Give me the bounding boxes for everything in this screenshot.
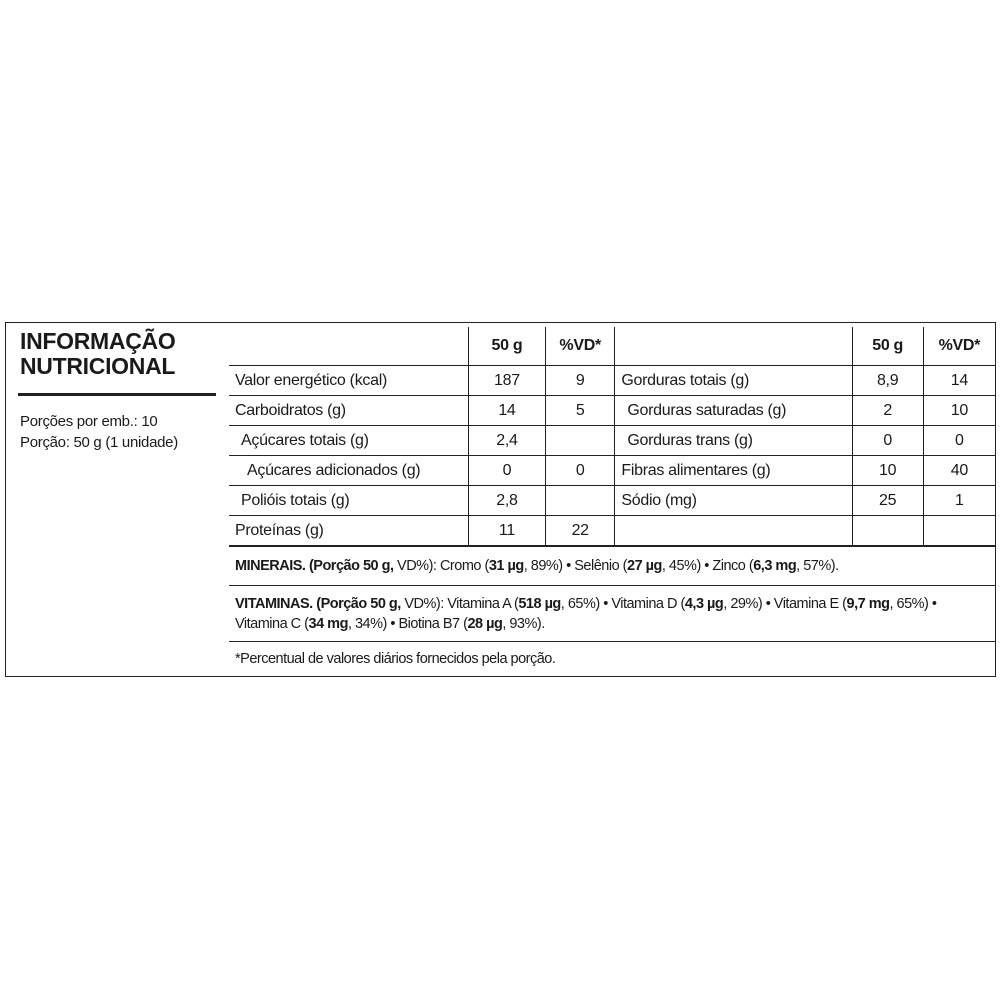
title-line-1: INFORMAÇÃO (20, 328, 176, 354)
table-row (229, 516, 995, 546)
nutrient-value: 2,4 (468, 426, 545, 456)
nutrient-name: Fibras alimentares (g) (615, 456, 852, 486)
nutrient-value: 10 (852, 456, 923, 486)
minerals-label: MINERAIS. (235, 558, 306, 574)
footnote: *Percentual de valores diários fornecidos pela porção. (235, 651, 556, 667)
header-blank-2 (615, 327, 852, 366)
nutrient-name: Carboidratos (g) (229, 396, 468, 426)
title-rule (18, 393, 216, 396)
vitamins-label: VITAMINAS. (235, 596, 313, 612)
header-vd-2: %VD* (923, 327, 995, 366)
vitamin-c-value: 34 mg (308, 616, 348, 632)
nutrient-name: Açúcares adicionados (g) (229, 456, 468, 486)
nutrient-name (615, 516, 852, 546)
nutrient-vd: 22 (545, 516, 614, 546)
nutrient-name: Gorduras trans (g) (615, 426, 852, 456)
nutrient-value: 8,9 (852, 366, 923, 396)
nutrient-name: Açúcares totais (g) (229, 426, 468, 456)
table-row (229, 366, 995, 396)
nutrient-vd: 0 (545, 456, 614, 486)
selenio-value: 27 µg (627, 558, 662, 574)
nutrient-name: Sódio (mg) (615, 486, 852, 516)
nutrient-vd: 0 (923, 426, 995, 456)
nutrient-value: 11 (468, 516, 545, 546)
nutrient-value: 0 (852, 426, 923, 456)
nutrient-vd: 14 (923, 366, 995, 396)
biotina-value: 28 µg (467, 616, 503, 632)
portions-info (20, 411, 178, 453)
nutrient-value: 14 (468, 396, 545, 426)
biotina-pct: , 93%). (502, 616, 545, 632)
vitamin-d-pct: , 29%) • Vitamina E ( (723, 596, 847, 612)
zinco-value: 6,3 mg (753, 558, 797, 574)
minerals-note (235, 556, 985, 576)
minerals-separator (229, 585, 995, 586)
vitamins-text: VD%): Vitamina A ( (400, 596, 519, 612)
nutrition-facts-label (5, 322, 996, 677)
nutrient-vd (923, 516, 995, 546)
nutrient-vd: 1 (923, 486, 995, 516)
vitamin-e-pct: , 65%) • Vitamina C ( (235, 596, 937, 632)
label-right-panel (229, 323, 995, 676)
header-50g-1: 50 g (468, 327, 545, 366)
vitamins-portion: (Porção 50 g, (316, 596, 401, 612)
header-blank-1 (229, 327, 468, 366)
minerals-portion: (Porção 50 g, (308, 558, 394, 574)
label-left-panel (6, 323, 229, 676)
title-line-2: NUTRICIONAL (20, 353, 176, 379)
label-title (20, 329, 175, 379)
minerals-text: VD%): Cromo ( (393, 558, 489, 574)
nutrient-vd: 5 (545, 396, 614, 426)
vitamin-d-value: 4,3 µg (684, 596, 724, 612)
nutrient-name: Gorduras totais (g) (615, 366, 852, 396)
cromo-pct: , 89%) • Selênio ( (523, 558, 627, 574)
table-row (229, 396, 995, 426)
table-bottom-rule (229, 545, 995, 547)
portion-size: Porção: 50 g (1 unidade) (20, 434, 178, 451)
table-header-row (229, 327, 995, 366)
table-row (229, 426, 995, 456)
table-row (229, 486, 995, 516)
nutrient-vd (545, 486, 614, 516)
nutrient-name: Gorduras saturadas (g) (615, 396, 852, 426)
vitamins-note (235, 594, 985, 634)
nutrient-value: 25 (852, 486, 923, 516)
nutrient-name: Polióis totais (g) (229, 486, 468, 516)
portions-per-package: Porções por emb.: 10 (20, 413, 158, 430)
nutrient-value: 187 (468, 366, 545, 396)
vitamin-e-value: 9,7 mg (846, 596, 890, 612)
nutrient-name: Proteínas (g) (235, 521, 324, 539)
header-50g-2: 50 g (852, 327, 923, 366)
nutrient-vd: 40 (923, 456, 995, 486)
selenio-pct: , 45%) • Zinco ( (661, 558, 754, 574)
nutrition-table (229, 327, 995, 545)
vitamin-a-value: 518 µg (518, 596, 561, 612)
header-vd-1: %VD* (545, 327, 614, 366)
nutrient-value: 2,8 (468, 486, 545, 516)
nutrient-vd: 10 (923, 396, 995, 426)
nutrient-value: 0 (468, 456, 545, 486)
nutrient-value: 2 (852, 396, 923, 426)
cromo-value: 31 µg (488, 558, 524, 574)
vitamin-a-pct: , 65%) • Vitamina D ( (560, 596, 685, 612)
nutrient-name: Valor energético (kcal) (229, 366, 468, 396)
vitamin-c-pct: , 34%) • Biotina B7 ( (347, 616, 468, 632)
vitamins-separator (229, 641, 995, 642)
nutrient-vd (545, 426, 614, 456)
table-row (229, 456, 995, 486)
zinco-pct: , 57%). (796, 558, 839, 574)
nutrient-vd: 9 (545, 366, 614, 396)
nutrient-value (852, 516, 923, 546)
